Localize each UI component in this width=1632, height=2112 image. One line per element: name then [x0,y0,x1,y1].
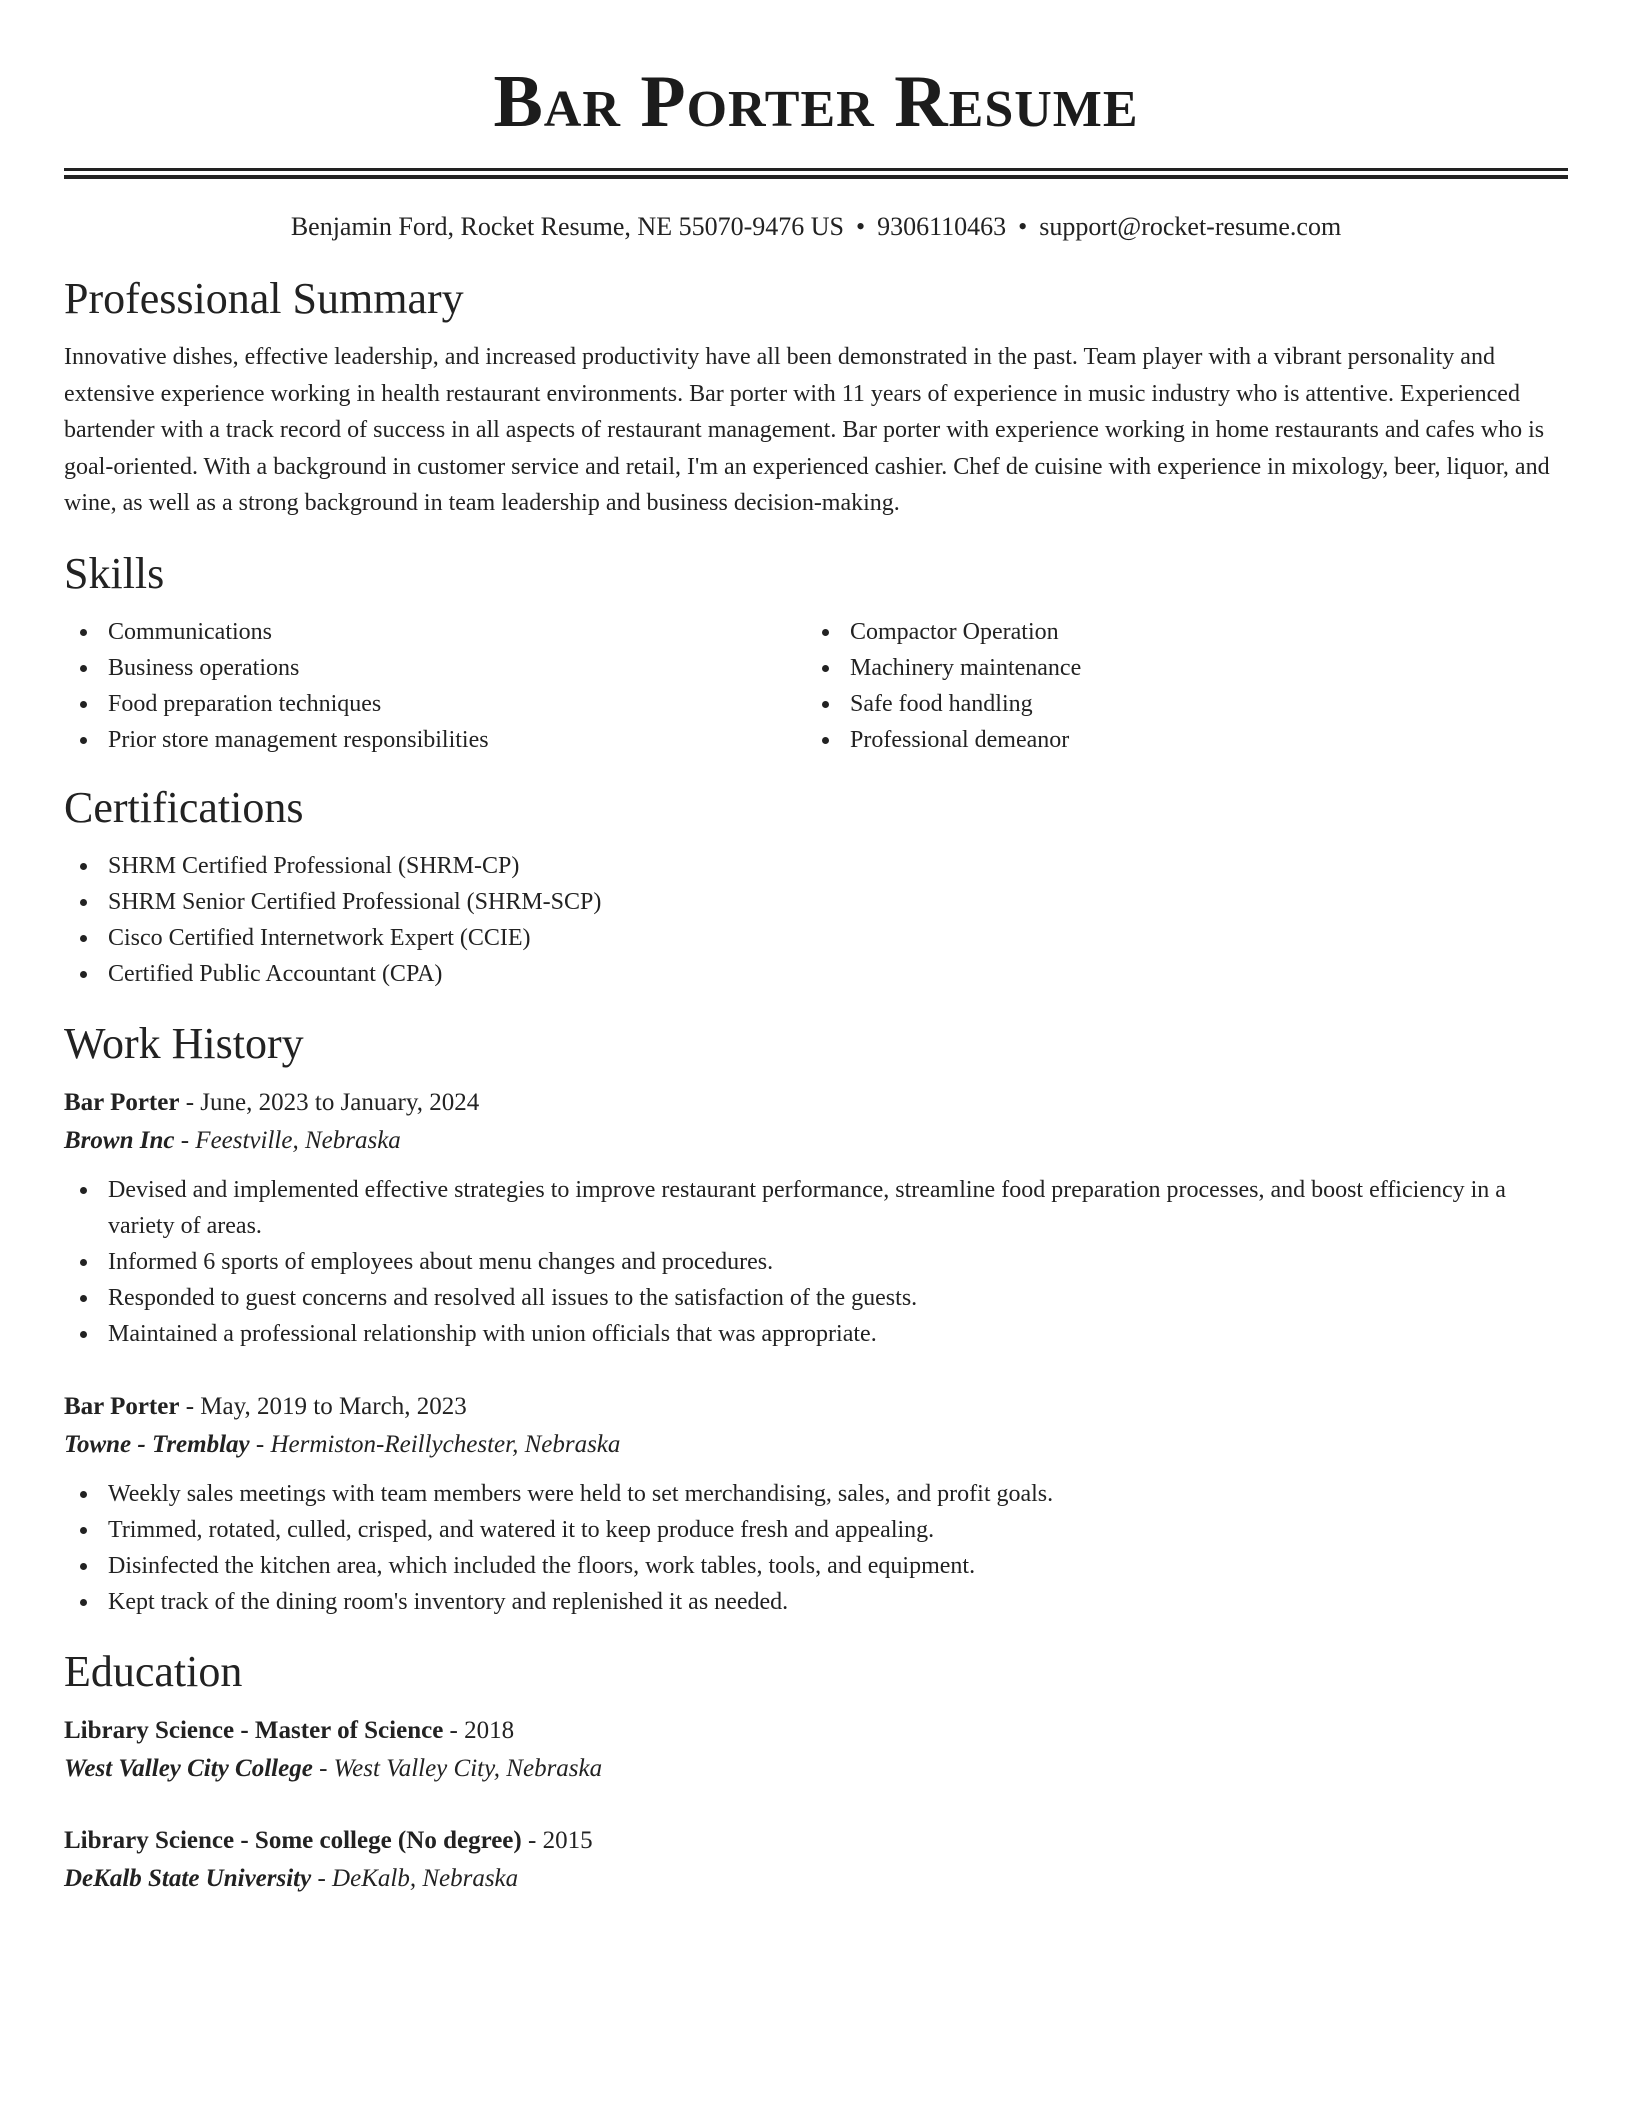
job-duty: Kept track of the dining room's inventory and replenished it as needed. [64,1584,1568,1620]
job-duty: Informed 6 sports of employees about menu changes and procedures. [64,1244,1568,1280]
dash: - [312,1754,334,1782]
skill-item: Compactor Operation [806,614,1548,650]
certifications-list [64,848,1568,992]
certification-item: Certified Public Accountant (CPA) [64,956,1568,992]
education-school: DeKalb State University [64,1864,312,1892]
contact-line [64,211,1568,243]
job-employer [64,1122,1568,1160]
skill-item: Food preparation techniques [64,686,806,722]
summary-heading: Professional Summary [64,274,464,323]
job-header [64,1388,1568,1426]
education-institution [64,1860,1568,1898]
job-dates: June, 2023 to January, 2024 [200,1088,480,1116]
resume-title: Bar Porter Resume [493,61,1139,143]
skill-item: Professional demeanor [806,722,1548,758]
education-institution [64,1750,1568,1788]
job-duty: Devised and implemented effective strategies to improve restaurant performance, streamline food preparation processes, and boost efficiency in a variety of areas. [64,1172,1568,1244]
dash: - [179,1392,201,1420]
contact-separator: • [856,212,866,241]
work-history-heading: Work History [64,1018,304,1068]
job-dates: May, 2019 to March, 2023 [200,1392,467,1420]
education-school: West Valley City College [64,1754,313,1782]
certifications-heading: Certifications [64,782,304,832]
education-degree: Library Science - Master of Science [64,1716,444,1744]
job-duty: Trimmed, rotated, culled, crisped, and watered it to keep produce fresh and appealing. [64,1512,1568,1548]
summary-section [64,273,1568,522]
education-entry [64,1712,1568,1788]
skills-section [64,548,1568,758]
job-duties-list [64,1476,1568,1620]
skill-item: Machinery maintenance [806,650,1548,686]
skills-list-right [806,614,1548,758]
summary-text: Innovative dishes, effective leadership, and increased productivity have all been demonstrated in the past. Team player with a vibrant personality and extensive experience working in health restaurant environments. Bar porter with 11 years of experience in music industry who is attentive. Experienced bartender with a track record of success in all aspects of restaurant management. Bar porter with experience working in home restaurants and cafes who is goal-oriented. With a background in customer service and retail, I'm an experienced cashier. Chef de cuisine with experience in mixology, beer, liquor, and wine, as well as a strong background in team leadership and business decision-making. [64,344,1550,516]
skills-grid [64,614,1568,758]
education-section [64,1646,1568,1898]
job-title: Bar Porter [64,1392,180,1420]
job-title: Bar Porter [64,1088,180,1116]
job-duties-list [64,1172,1568,1352]
contact-phone: 9306110463 [877,212,1007,241]
job-entry [64,1388,1568,1620]
education-heading: Education [64,1646,243,1696]
dash: - [174,1126,196,1154]
skill-item: Business operations [64,650,806,686]
title-divider [64,168,1568,179]
job-location: Hermiston-Reillychester, Nebraska [270,1430,621,1458]
education-location: DeKalb, Nebraska [332,1864,519,1892]
certification-item: Cisco Certified Internetwork Expert (CCIE) [64,920,1568,956]
job-duty: Weekly sales meetings with team members were held to set merchandising, sales, and profit goals. [64,1476,1568,1512]
certification-item: SHRM Senior Certified Professional (SHRM-SCP) [64,884,1568,920]
dash: - [521,1826,543,1854]
skill-item: Prior store management responsibilities [64,722,806,758]
education-header [64,1822,1568,1860]
education-degree: Library Science - Some college (No degree) [64,1826,522,1854]
job-duty: Responded to guest concerns and resolved all issues to the satisfaction of the guests. [64,1280,1568,1316]
job-location: Feestville, Nebraska [195,1126,401,1154]
education-location: West Valley City, Nebraska [333,1754,603,1782]
job-company: Brown Inc [64,1126,175,1154]
dash: - [249,1430,271,1458]
work-history-section [64,1018,1568,1620]
skill-item: Safe food handling [806,686,1548,722]
contact-address: Benjamin Ford, Rocket Resume, NE 55070-9476 US [290,212,844,241]
education-entry [64,1822,1568,1898]
skills-heading: Skills [64,548,165,598]
education-year: 2018 [464,1716,515,1744]
job-duty: Maintained a professional relationship with union officials that was appropriate. [64,1316,1568,1352]
dash: - [311,1864,333,1892]
skill-item: Communications [64,614,806,650]
skills-list-left [64,614,806,758]
certifications-section [64,782,1568,992]
job-company: Towne - Tremblay [64,1430,250,1458]
dash: - [179,1088,201,1116]
certification-item: SHRM Certified Professional (SHRM-CP) [64,848,1568,884]
contact-email: support@rocket-resume.com [1039,212,1342,241]
job-duty: Disinfected the kitchen area, which included the floors, work tables, tools, and equipment. [64,1548,1568,1584]
job-header [64,1084,1568,1122]
education-year: 2015 [542,1826,593,1854]
job-entry [64,1084,1568,1352]
job-employer [64,1426,1568,1464]
contact-separator: • [1018,212,1028,241]
dash: - [443,1716,465,1744]
education-header [64,1712,1568,1750]
